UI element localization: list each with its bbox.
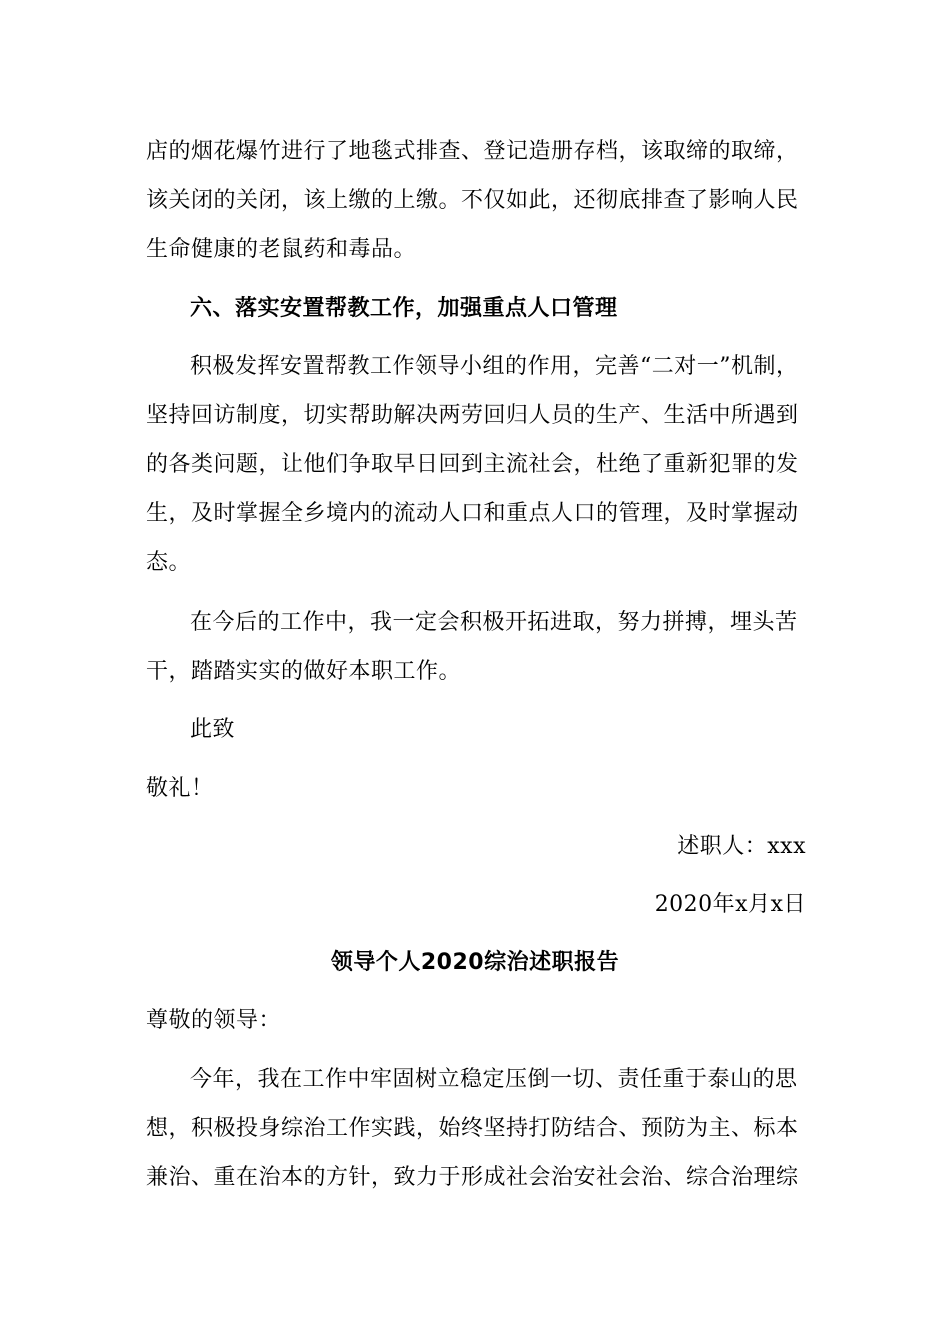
date: 2020年x月x日 — [654, 892, 806, 917]
paragraph-line: 在今后的工作中，我一定会积极开拓进取，努力拼搏，埋头苦 — [190, 610, 798, 635]
paragraph-line: 店的烟花爆竹进行了地毯式排查、登记造册存档，该取缔的取缔， — [146, 139, 799, 164]
paragraph-line: 干，踏踏实实的做好本职工作。 — [146, 659, 462, 684]
section-heading: 六、落实安置帮教工作，加强重点人口管理 — [190, 296, 618, 321]
report-title: 领导个人2020综治述职报告 — [330, 950, 620, 975]
paragraph-line: 兼治、重在治本的方针，致力于形成社会治安社会治、综合治理综 — [146, 1165, 799, 1190]
signer: 述职人：xxx — [677, 834, 806, 859]
paragraph-line: 积极发挥安置帮教工作领导小组的作用，完善“二对一”机制， — [190, 354, 799, 379]
paragraph-line: 今年，我在工作中牢固树立稳定压倒一切、责任重于泰山的思 — [190, 1067, 798, 1092]
paragraph-line: 生，及时掌握全乡境内的流动人口和重点人口的管理，及时掌握动 — [146, 501, 799, 526]
paragraph-line: 态。 — [146, 550, 192, 575]
closing-text: 此致 — [190, 717, 236, 742]
paragraph-line: 坚持回访制度，切实帮助解决两劳回归人员的生产、生活中所遇到 — [146, 403, 799, 428]
closing-salute: 敬礼！ — [146, 776, 214, 801]
paragraph-line: 的各类问题，让他们争取早日回到主流社会，杜绝了重新犯罪的发 — [146, 452, 799, 477]
salutation: 尊敬的领导： — [146, 1008, 282, 1033]
paragraph-line: 该关闭的关闭，该上缴的上缴。不仅如此，还彻底排查了影响人民 — [146, 188, 799, 213]
paragraph-line: 想，积极投身综治工作实践，始终坚持打防结合、预防为主、标本 — [146, 1116, 799, 1141]
paragraph-line: 生命健康的老鼠药和毒品。 — [146, 237, 417, 262]
